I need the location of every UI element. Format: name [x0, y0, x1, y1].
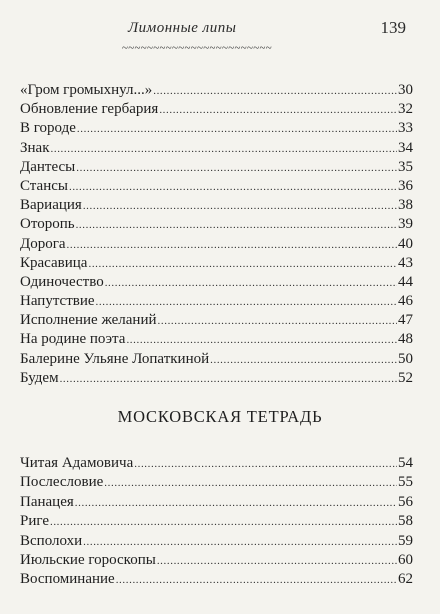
dot-leader: [83, 197, 397, 216]
toc-entry: [20, 493, 413, 512]
toc-entry: [20, 273, 413, 292]
dot-leader: [50, 513, 397, 532]
toc-entry-title: «Гром громыхнул...»: [20, 82, 153, 98]
dot-leader: [157, 552, 397, 571]
toc-entry-title: Исполнение желаний: [20, 312, 157, 329]
dot-leader: [153, 82, 397, 101]
toc-entry-title: На родине поэта: [20, 331, 126, 348]
toc-entry-page-number: 40: [398, 235, 413, 252]
toc-entry: [20, 100, 413, 119]
toc-entry-page-number: 30: [398, 82, 413, 98]
dot-leader: [83, 533, 397, 552]
toc-entry-title: Знак: [20, 139, 50, 156]
toc-entry: [20, 330, 413, 349]
dot-leader: [210, 351, 397, 370]
toc-entry-page-number: 39: [398, 216, 413, 233]
toc-entry-page-number: 32: [398, 101, 413, 118]
dot-leader: [158, 312, 397, 331]
toc-entry-page-number: 62: [398, 571, 413, 588]
dot-leader: [76, 159, 397, 178]
toc-entry: [20, 158, 413, 177]
dot-leader: [104, 474, 397, 493]
toc-entry-page-number: 58: [398, 513, 413, 530]
running-title: Лимонные липы: [128, 20, 237, 36]
toc-entry-title: Воспоминание: [20, 571, 115, 588]
toc-entry: [20, 215, 413, 234]
toc-entry: [20, 551, 413, 570]
dot-leader: [77, 120, 397, 139]
toc-entry-page-number: 33: [398, 120, 413, 137]
ornament-divider: ~~~~~~~~~~~~~~~~~~~~~~~~: [122, 42, 273, 54]
toc-entry: [20, 311, 413, 330]
table-of-contents-part-1: [20, 81, 413, 388]
section-heading: МОСКОВСКАЯ ТЕТРАДЬ: [117, 407, 323, 426]
dot-leader: [69, 178, 397, 197]
toc-entry: [20, 454, 413, 473]
toc-entry: [20, 350, 413, 369]
dot-leader: [60, 370, 397, 389]
toc-entry: [20, 254, 413, 273]
toc-entry-title: Обновление гербария: [20, 101, 159, 118]
toc-entry: [20, 512, 413, 531]
toc-entry: [20, 369, 413, 388]
dot-leader: [105, 274, 397, 293]
toc-entry: [20, 570, 413, 589]
dot-leader: [51, 140, 398, 159]
toc-entry-title: Стансы: [20, 177, 68, 194]
toc-entry-page-number: 48: [398, 331, 413, 348]
toc-entry-title: Всполохи: [20, 532, 83, 549]
toc-entry: [20, 196, 413, 215]
dot-leader: [159, 101, 397, 120]
toc-entry: [20, 119, 413, 138]
toc-entry-title: Вариация: [20, 197, 82, 214]
toc-entry-title: Дантесы: [20, 158, 76, 175]
toc-entry-page-number: 55: [398, 474, 413, 491]
dot-leader: [126, 331, 397, 350]
toc-entry-title: Будем: [20, 369, 59, 386]
toc-entry: [20, 81, 413, 100]
toc-entry-page-number: 46: [398, 293, 413, 310]
toc-entry-title: Напутствие: [20, 293, 95, 310]
toc-entry-page-number: 35: [398, 158, 413, 175]
dot-leader: [67, 236, 397, 255]
toc-entry-page-number: 56: [398, 493, 413, 510]
toc-entry-page-number: 47: [398, 312, 413, 329]
toc-entry: [20, 473, 413, 492]
toc-entry-page-number: 44: [398, 273, 413, 290]
toc-entry: [20, 139, 413, 158]
dot-leader: [76, 216, 397, 235]
toc-entry: [20, 532, 413, 551]
toc-entry-page-number: 38: [398, 197, 413, 214]
toc-entry-page-number: 60: [398, 551, 413, 568]
toc-entry-title: Дорога: [20, 235, 66, 252]
toc-entry-title: В городе: [20, 120, 76, 137]
toc-entry-page-number: 43: [398, 254, 413, 271]
page-number: 139: [380, 18, 406, 37]
toc-entry-title: Панацея: [20, 493, 74, 510]
toc-entry-title: Оторопь: [20, 216, 75, 233]
dot-leader: [134, 455, 397, 474]
toc-entry-title: Одиночество: [20, 273, 104, 290]
toc-entry: [20, 177, 413, 196]
dot-leader: [75, 494, 397, 513]
toc-entry-title: Июльские гороскопы: [20, 551, 156, 568]
table-of-contents-part-2: [20, 454, 413, 590]
toc-entry-page-number: 36: [398, 177, 413, 194]
dot-leader: [116, 571, 397, 590]
toc-entry: [20, 292, 413, 311]
toc-entry-page-number: 59: [398, 532, 413, 549]
toc-entry: [20, 235, 413, 254]
dot-leader: [96, 293, 397, 312]
toc-entry-title: Балерине Ульяне Лопаткиной: [20, 350, 210, 367]
toc-entry-title: Красавица: [20, 254, 88, 271]
toc-entry-page-number: 54: [398, 455, 413, 471]
toc-entry-page-number: 52: [398, 369, 413, 386]
toc-entry-title: Читая Адамовича: [20, 455, 134, 471]
toc-entry-page-number: 50: [398, 350, 413, 367]
toc-entry-title: Риге: [20, 513, 49, 530]
dot-leader: [88, 255, 397, 274]
toc-entry-title: Послесловие: [20, 474, 104, 491]
toc-entry-page-number: 34: [398, 139, 413, 156]
